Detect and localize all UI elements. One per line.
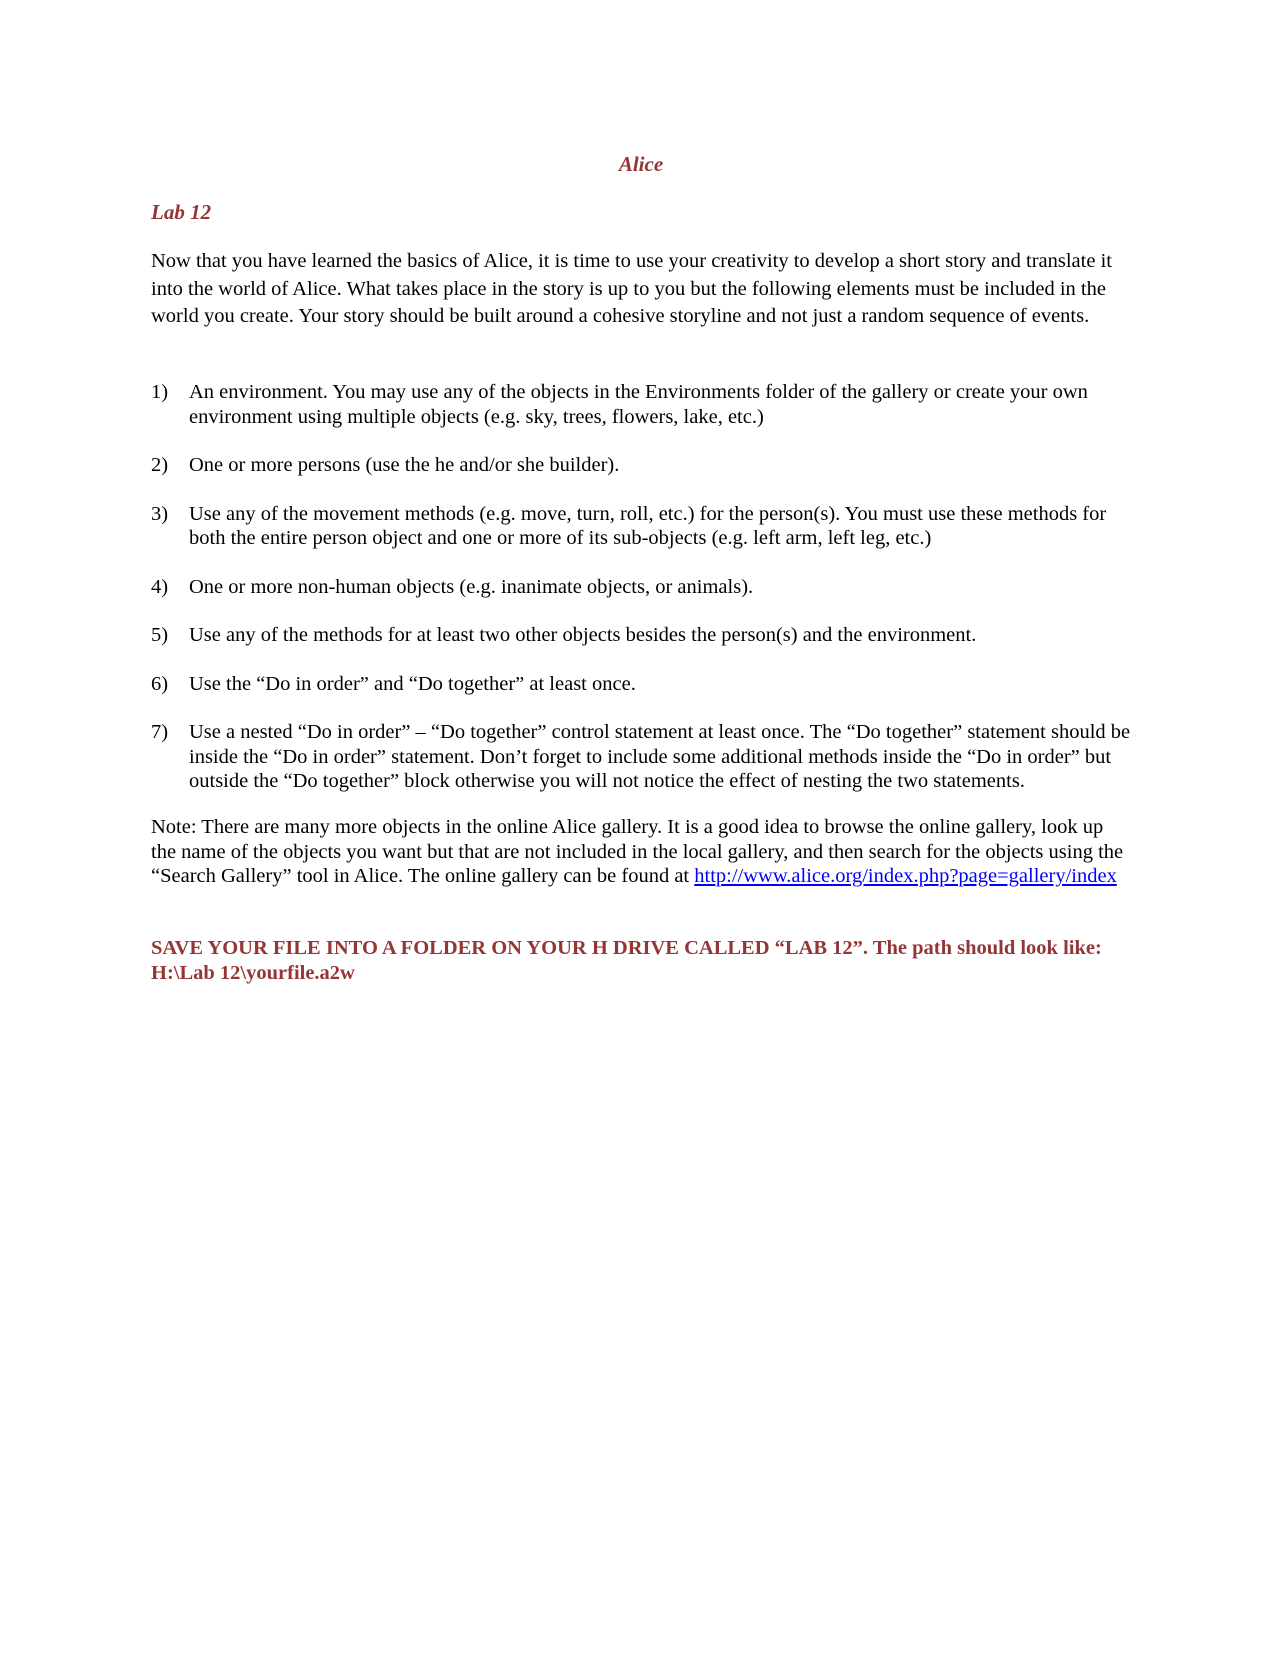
list-item bbox=[151, 623, 1131, 648]
note-text: Note: There are many more objects in the online Alice gallery. It is a good idea to browse the online gallery, look up the name of the objects you want but that are not included in the local gallery, and then search for the objects using the “Search Gallery” tool in Alice. The online gallery can be found at bbox=[151, 816, 1124, 887]
gallery-link[interactable]: http://www.alice.org/index.php?page=gallery/index bbox=[694, 865, 1117, 887]
lab-heading: Lab 12 bbox=[151, 200, 212, 224]
list-item-text: An environment. You may use any of the objects in the Environments folder of the gallery or create your own environment using multiple objects (e.g. sky, trees, flowers, lake, etc.) bbox=[189, 381, 1088, 428]
list-item bbox=[151, 575, 1131, 600]
note-paragraph bbox=[151, 815, 1131, 889]
intro-paragraph: Now that you have learned the basics of Alice, it is time to use your creativity to develop a short story and translate it into the world of Alice. What takes place in the story is up to you but the following elements must be included in the world you create. Your story should be built around a cohesive storyline and not just a random sequence of events. bbox=[151, 250, 1112, 327]
list-item-number: 7) bbox=[151, 721, 169, 743]
list-item-number: 1) bbox=[151, 381, 169, 403]
requirements-list bbox=[151, 380, 1131, 818]
document-title: Alice bbox=[618, 152, 664, 176]
list-item bbox=[151, 380, 1131, 429]
list-item bbox=[151, 720, 1131, 794]
list-item-number: 2) bbox=[151, 454, 169, 476]
list-item-text: Use any of the methods for at least two other objects besides the person(s) and the environment. bbox=[189, 624, 977, 646]
save-path: H:\Lab 12\yourfile.a2w bbox=[151, 961, 355, 984]
list-item bbox=[151, 502, 1131, 551]
list-item-number: 6) bbox=[151, 672, 169, 695]
list-item-number: 5) bbox=[151, 624, 169, 646]
list-item-text: One or more non-human objects (e.g. inanimate objects, or animals). bbox=[189, 575, 754, 598]
list-item-text: Use the “Do in order” and “Do together” at least once. bbox=[189, 672, 636, 695]
save-instruction-line: SAVE YOUR FILE INTO A FOLDER ON YOUR H DRIVE CALLED “LAB 12”. The path should look like: bbox=[151, 937, 1102, 959]
list-item bbox=[151, 453, 1131, 478]
list-item-number: 3) bbox=[151, 502, 169, 525]
list-item-number: 4) bbox=[151, 575, 169, 598]
save-instructions bbox=[151, 936, 1131, 985]
list-item bbox=[151, 672, 1131, 697]
list-item-text: Use any of the movement methods (e.g. move, turn, roll, etc.) for the person(s). You must use these methods for both the entire person object and one or more of its sub-objects (e.g. left arm, left leg, etc.) bbox=[189, 502, 1107, 549]
list-item-text: One or more persons (use the he and/or she builder). bbox=[189, 454, 620, 476]
list-item-text: Use a nested “Do in order” – “Do together” control statement at least once. The “Do together” statement should be inside the “Do in order” statement. Don’t forget to include some additional methods inside the “Do in order” but outside the “Do together” block otherwise you will not notice the effect of nesting the two statements. bbox=[189, 721, 1131, 792]
